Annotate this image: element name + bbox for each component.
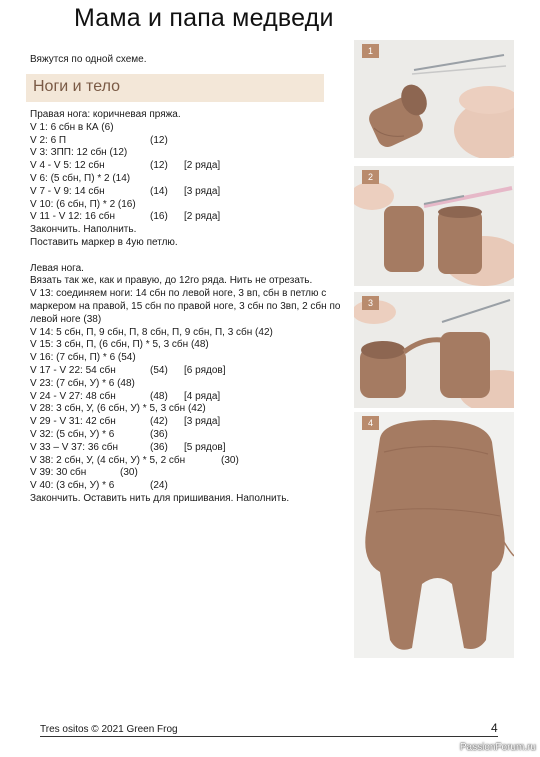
subtitle: Вяжутся по одной схеме. [30,54,147,65]
pattern-line [30,365,350,378]
pattern-line-text: V 17 - V 22: 54 сбн [30,364,116,376]
pattern-line-text: V 38: 2 сбн, У, (4 сбн, У) * 5, 2 сбн [30,454,186,466]
pattern-line-text: V 39: 30 сбн [30,467,87,479]
pattern-line [30,211,350,224]
blank-line [30,250,350,263]
pattern-line-text: Закончить. Оставить нить для пришивания. Наполнить. [30,492,290,504]
pattern-line-text: V 14: 5 сбн, П, 9 сбн, П, 8 сбн, П, 9 сбн, П, 3 сбн (42) [30,326,273,338]
pattern-line [30,416,350,429]
pattern-line [30,352,350,365]
footer-copyright: Tres ositos © 2021 Green Frog [40,724,178,735]
pattern-line-text: V 15: 3 сбн, П, (6 сбн, П) * 5, 3 сбн (48) [30,339,209,351]
pattern-line-col: (24) [150,480,168,492]
pattern-line [30,339,350,352]
pattern-line-col: [3 ряда] [184,416,221,428]
section-title: Ноги и тело [33,78,120,95]
pattern-line-text: Закончить. Наполнить. [30,224,137,236]
pattern-line-col: (42) [150,416,168,428]
pattern-line [30,160,350,173]
pattern-line [30,455,350,468]
pattern-line-text: V 28: 3 сбн, У, (6 сбн, У) * 5, 3 сбн (42) [30,403,206,415]
pattern-line-col: (48) [150,390,168,402]
pattern-line-text: V 33 – V 37: 36 сбн [30,441,118,453]
pattern-line [30,186,350,199]
photo-step-1 [354,40,514,158]
pattern-line [30,442,350,455]
pattern-line-text: V 40: (3 сбн, У) * 6 [30,480,115,492]
pattern-line-text: Левая нога. [30,262,84,274]
pattern-line [30,391,350,404]
pattern-line [30,288,350,326]
pattern-line-text: V 11 - V 12: 16 сбн [30,211,115,223]
pattern-line [30,237,350,250]
pattern-text [30,109,350,506]
pattern-line-col: [2 ряда] [184,211,221,223]
pattern-line [30,224,350,237]
photo-step-4-number: 4 [362,416,379,430]
page-number: 4 [491,721,498,735]
watermark: PassionForum.ru [459,742,536,753]
pattern-line-col: (12) [150,134,168,146]
pattern-line-col: (36) [150,428,168,440]
photo-step-2-number: 2 [362,170,379,184]
pattern-line-col: (30) [120,467,138,479]
pattern-line [30,429,350,442]
pattern-line-col: [5 рядов] [184,441,226,453]
pattern-line [30,493,350,506]
pattern-line-text: V 10: (6 сбн, П) * 2 (16) [30,198,136,210]
pattern-line-text: Вязать так же, как и правую, до 12го ряда. Нить не отрезать. [30,275,313,287]
pattern-line-col: (16) [150,211,168,223]
photo-step-2-image [354,166,514,286]
pattern-line-text: Поставить маркер в 4ую петлю. [30,236,178,248]
pattern-line-text: V 2: 6 П [30,134,67,146]
pattern-line-col: (30) [221,454,239,466]
photo-step-4 [354,412,514,658]
pattern-line [30,109,350,122]
pattern-line-text: V 23: (7 сбн, У) * 6 (48) [30,377,135,389]
pattern-line-text: V 6: (5 сбн, П) * 2 (14) [30,172,131,184]
pattern-line [30,199,350,212]
pattern-line [30,135,350,148]
pattern-line-text: V 32: (5 сбн, У) * 6 [30,428,115,440]
pattern-line-text: V 16: (7 сбн, П) * 6 (54) [30,352,136,364]
pattern-line-text: V 29 - V 31: 42 сбн [30,416,116,428]
pattern-line-text: Правая нога: коричневая пряжа. [30,109,181,120]
pattern-line [30,403,350,416]
photo-step-1-number: 1 [362,44,379,58]
pattern-line-text: V 3: ЗПП: 12 сбн (12) [30,147,128,159]
photo-step-4-image [354,412,514,658]
pattern-line-text: V 1: 6 сбн в КА (6) [30,121,114,133]
pattern-line-col: [3 ряда] [184,185,221,197]
pattern-line [30,327,350,340]
pattern-line [30,275,350,288]
pattern-line-col: [4 ряда] [184,390,221,402]
pattern-line [30,122,350,135]
pattern-line [30,263,350,276]
pattern-line-col: (14) [150,185,168,197]
pattern-line [30,378,350,391]
pattern-line-text: V 13: соединяем ноги: 14 сбн по левой ноге, 3 вп, сбн в петлю с маркером на правой, 15 сбн по правой ноге, 3 сбн по 3вп, 2 сбн по левой ноге (38) [30,288,341,325]
photo-step-3-number: 3 [362,296,379,310]
footer-rule [40,736,498,737]
pattern-line-col: (54) [150,364,168,376]
photo-step-3 [354,292,514,408]
pattern-line-col: [2 ряда] [184,160,221,172]
pattern-line-text: V 24 - V 27: 48 сбн [30,390,116,402]
pattern-line [30,467,350,480]
pattern-line-text: V 7 - V 9: 14 сбн [30,185,105,197]
pattern-line-col: [6 рядов] [184,364,226,376]
section-header [26,74,324,102]
photo-step-2 [354,166,514,286]
pattern-line [30,173,350,186]
pattern-line-text: V 4 - V 5: 12 сбн [30,160,105,172]
pattern-line-col: (36) [150,441,168,453]
pattern-line [30,480,350,493]
pattern-line-col: (12) [150,160,168,172]
page-title: Мама и папа медведи [74,4,334,32]
pattern-line [30,147,350,160]
